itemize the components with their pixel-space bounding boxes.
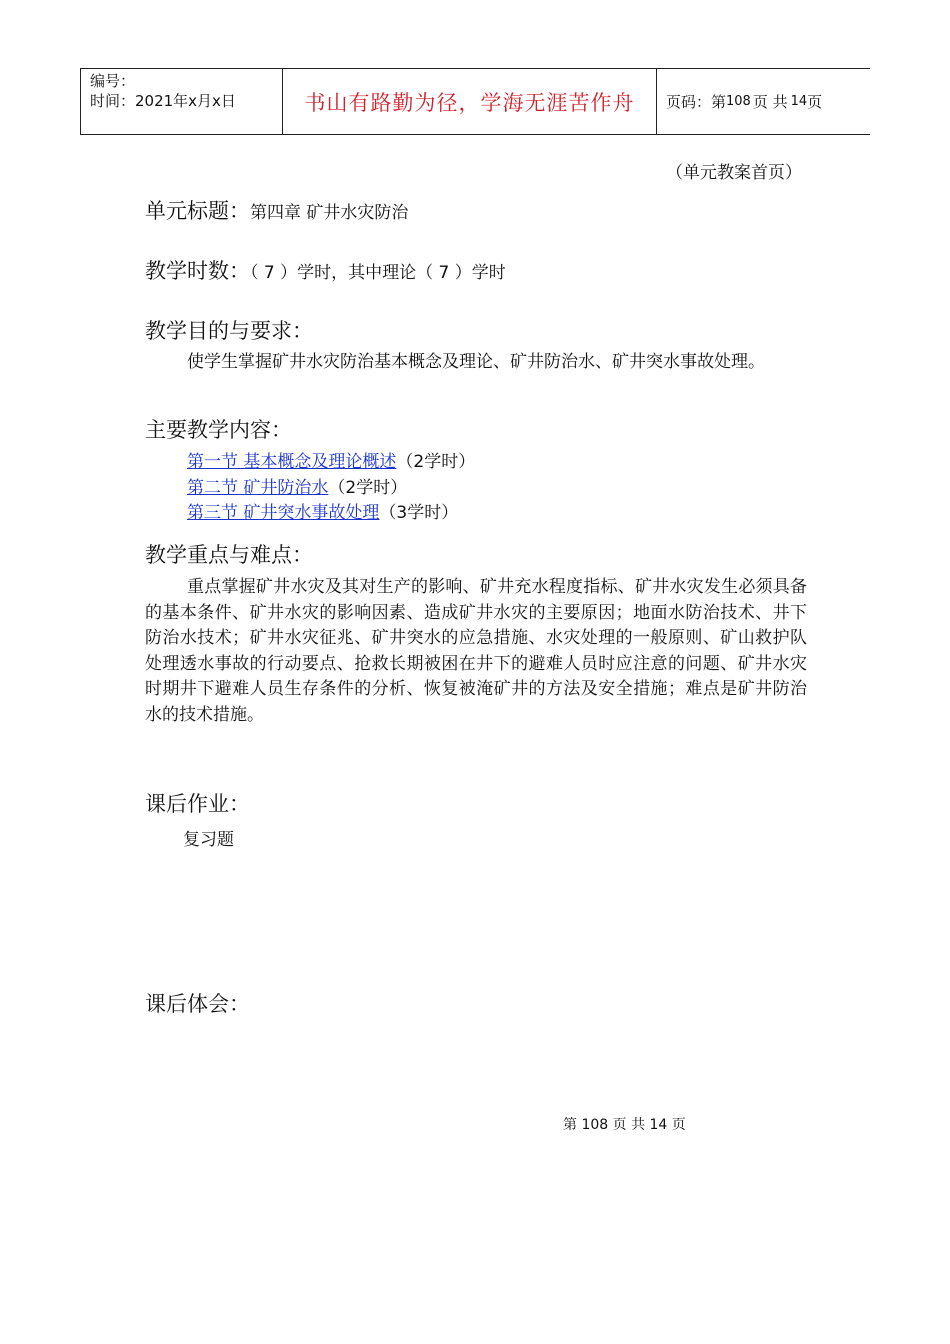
key-points-text: 重点掌握矿井水灾及其对生产的影响、矿井充水程度指标、矿井水灾发生必须具备的基本条件、矿井水灾的影响因素、造成矿井水灾的主要原因；地面水防治技术、井下防治水技术；矿井水灾征兆、矿井突水的应急措施、水灾处理的一般原则、矿山救护队处理透水事故的行动要点、抢救长期被困在井下的避难人员时应注意的问题、矿井水灾时期井下避难人员生存条件的分析、恢复被淹矿井的方法及安全措施；难点是矿井防治水的技术措施。 xyxy=(145,577,807,725)
header-meta-cell xyxy=(81,69,283,134)
section-2-hours: （2学时） xyxy=(328,477,408,498)
content-item xyxy=(187,476,475,502)
section-3-hours: （3学时） xyxy=(379,503,459,523)
unit-title-label: 单元标题： xyxy=(145,199,250,223)
content-label: 主要教学内容： xyxy=(145,418,292,442)
page-number: 108 xyxy=(726,94,751,109)
section-3-link[interactable]: 第三节 矿井突水事故处理 xyxy=(187,503,380,523)
page-total: 14 xyxy=(790,94,808,109)
cover-label: （单元教案首页） xyxy=(666,163,802,183)
header-page-cell xyxy=(657,69,870,134)
content-list xyxy=(187,450,475,527)
page-suffix: 页 xyxy=(807,93,823,111)
unit-title-row xyxy=(145,195,408,225)
header-table xyxy=(80,68,870,135)
page-mid: 页 共 xyxy=(752,93,788,111)
section-2-link[interactable]: 第二节 矿井防治水 xyxy=(187,477,329,498)
hours-value: （ 7 ）学时，其中理论（ 7 ）学时 xyxy=(250,263,506,283)
date-label: 时间：2021年x月x日 xyxy=(90,92,236,110)
objectives-label: 教学目的与要求： xyxy=(145,319,313,343)
content-item xyxy=(187,501,475,527)
serial-label: 编号： xyxy=(90,72,136,90)
section-1-hours: （2学时） xyxy=(396,452,476,472)
hours-row xyxy=(145,255,506,285)
homework-value: 复习题 xyxy=(183,830,234,850)
unit-title-value: 第四章 矿井水灾防治 xyxy=(250,203,409,223)
section-1-link[interactable]: 第一节 基本概念及理论概述 xyxy=(187,452,397,472)
content-item xyxy=(187,450,475,476)
hours-label: 教学时数： xyxy=(145,259,250,283)
reflection-label: 课后体会： xyxy=(145,992,250,1016)
page-prefix: 页码：第 xyxy=(666,93,727,111)
page-footer: 第 108 页 共 14 页 xyxy=(563,1117,686,1133)
motto-text: 书山有路勤为径，学海无涯苦作舟 xyxy=(304,90,635,115)
header-motto-cell xyxy=(283,69,657,134)
objectives-text: 使学生掌握矿井水灾防治基本概念及理论、矿井防治水、矿井突水事故处理。 xyxy=(187,352,765,372)
homework-label: 课后作业： xyxy=(145,792,250,816)
key-points-label: 教学重点与难点： xyxy=(145,543,313,567)
